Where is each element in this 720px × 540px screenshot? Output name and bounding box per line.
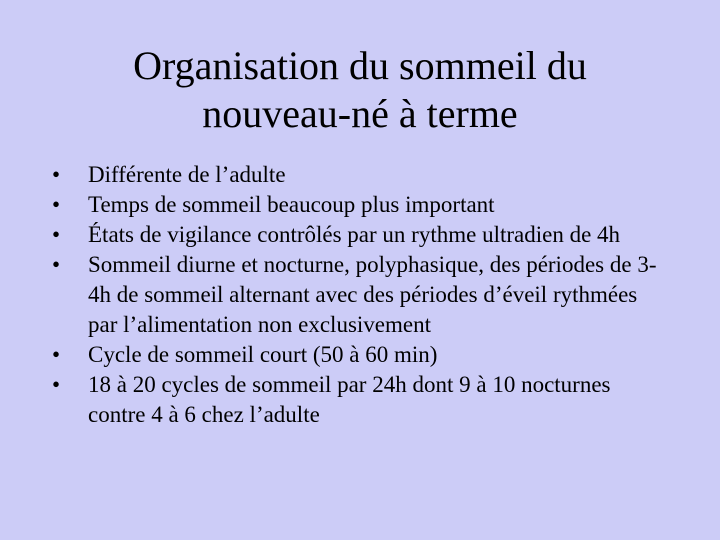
slide-title: [0, 42, 720, 138]
bullet-text: Différente de l’adulte: [88, 162, 286, 187]
slide-title-line-2: nouveau-né à terme: [202, 91, 518, 136]
bullet-item: [52, 160, 672, 190]
bullet-dot-icon: •: [52, 372, 61, 397]
bullet-text: États de vigilance contrôlés par un rythme ultradien de 4h: [88, 222, 621, 247]
bullet-item: [52, 370, 672, 430]
bullet-dot-icon: •: [52, 162, 61, 187]
bullet-text: Temps de sommeil beaucoup plus important: [88, 192, 495, 217]
bullet-text: Cycle de sommeil court (50 à 60 min): [88, 342, 438, 367]
bullet-item: [52, 190, 672, 220]
bullet-item: [52, 250, 672, 340]
bullet-dot-icon: •: [52, 222, 61, 247]
bullet-item: [52, 220, 672, 250]
bullet-item: [52, 340, 672, 370]
slide-title-line-1: Organisation du sommeil du: [133, 43, 587, 88]
bullet-dot-icon: •: [52, 342, 61, 367]
bullet-dot-icon: •: [52, 192, 61, 217]
bullet-text: Sommeil diurne et nocturne, polyphasique, des périodes de 3-4h de sommeil alternant avec des périodes d’éveil rythmées par l’alimentation non exclusivement: [88, 252, 657, 337]
bullet-text: 18 à 20 cycles de sommeil par 24h dont 9 à 10 nocturnes contre 4 à 6 chez l’adulte: [88, 372, 611, 427]
bullet-list: [52, 160, 672, 430]
bullet-dot-icon: •: [52, 252, 61, 277]
